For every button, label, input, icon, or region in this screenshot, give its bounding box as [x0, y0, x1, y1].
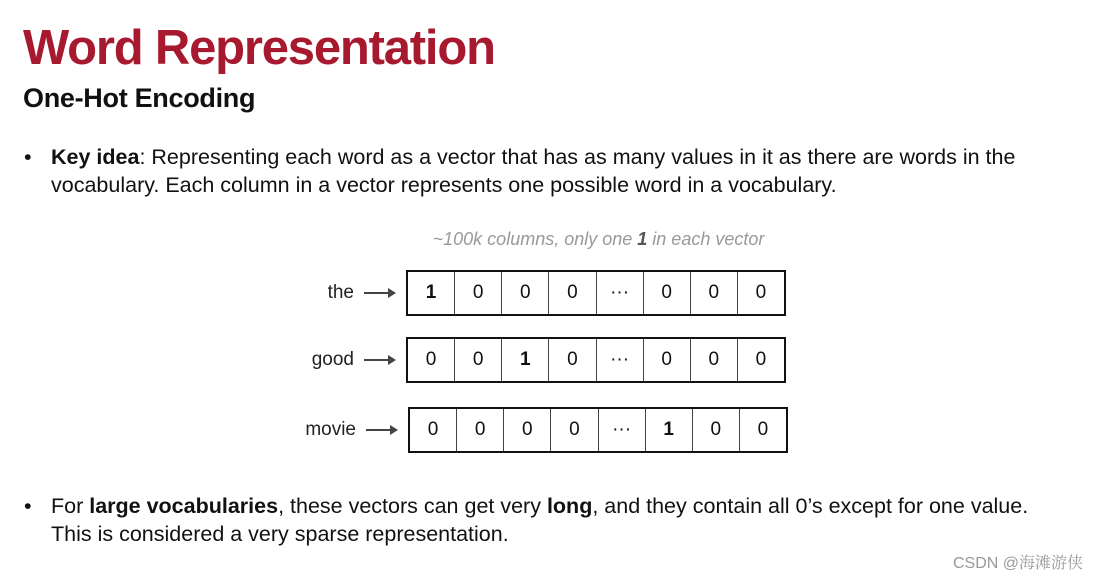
bullet-text-part: , these vectors can get very — [278, 494, 547, 518]
vector-cell: 0 — [693, 409, 740, 451]
right-arrow-icon — [364, 292, 392, 294]
bullet-text-part: , and they contain all 0’s except for one value. This is considered a very sparse representation. — [51, 494, 1029, 546]
slide-subtitle: One-Hot Encoding — [23, 83, 256, 113]
bullet-text-part: : Representing each word as a vector that has as many values in it as there are words in the vocabulary. Each column in a vector represents one possible word in a vocabulary. — [51, 145, 1016, 197]
one-hot-vector — [408, 407, 788, 453]
vector-cell: ··· — [599, 409, 646, 451]
vector-cell: 0 — [755, 349, 767, 370]
vector-cell: 0 — [757, 419, 769, 440]
bullet-emphasis: long — [546, 494, 593, 518]
vector-cell: ··· — [597, 272, 644, 314]
bullet-marker: • — [24, 145, 32, 169]
bullet-emphasis: large vocabularies — [89, 494, 279, 518]
vector-cell: ··· — [597, 339, 644, 381]
caption-text-after: in each vector — [647, 229, 765, 249]
vector-cell: 0 — [408, 339, 455, 381]
vector-cell: 0 — [549, 339, 596, 381]
watermark: CSDN @海滩游侠 — [952, 555, 1083, 572]
vector-cell-hot: 1 — [502, 339, 549, 381]
vector-cell: 0 — [502, 272, 549, 314]
vector-cell-hot: 1 — [408, 272, 455, 314]
vector-cell: 0 — [549, 272, 596, 314]
vector-cell: 0 — [755, 282, 767, 303]
vector-word-label: movie — [305, 419, 356, 440]
bullet-emphasis: Key idea — [51, 145, 140, 169]
vector-cell: 0 — [691, 272, 738, 314]
vector-cell: 0 — [644, 272, 691, 314]
one-hot-vector — [406, 337, 786, 383]
vector-cell: 0 — [504, 409, 551, 451]
right-arrow-icon — [366, 429, 394, 431]
vector-word-label: the — [327, 282, 354, 303]
bullet-text — [51, 143, 1074, 199]
vector-cell: 0 — [410, 409, 457, 451]
right-arrow-icon — [364, 359, 392, 361]
vector-cell-hot: 1 — [646, 409, 693, 451]
vector-cell: 0 — [691, 339, 738, 381]
caption-text-before: ~100k columns, only one — [432, 229, 638, 249]
slide-title: Word Representation — [23, 21, 495, 75]
vector-word-label: good — [311, 349, 354, 370]
vector-cell: 0 — [457, 409, 504, 451]
vector-cell: 0 — [455, 339, 502, 381]
diagram-caption — [0, 228, 1097, 250]
vector-cell: 0 — [551, 409, 598, 451]
bullet-text — [51, 492, 1074, 548]
vector-cell: 0 — [644, 339, 691, 381]
bullet-marker: • — [24, 494, 32, 518]
one-hot-vector — [406, 270, 786, 316]
bullet-text-part: For — [51, 494, 90, 518]
caption-emphasis: 1 — [637, 229, 648, 249]
vector-cell: 0 — [455, 272, 502, 314]
